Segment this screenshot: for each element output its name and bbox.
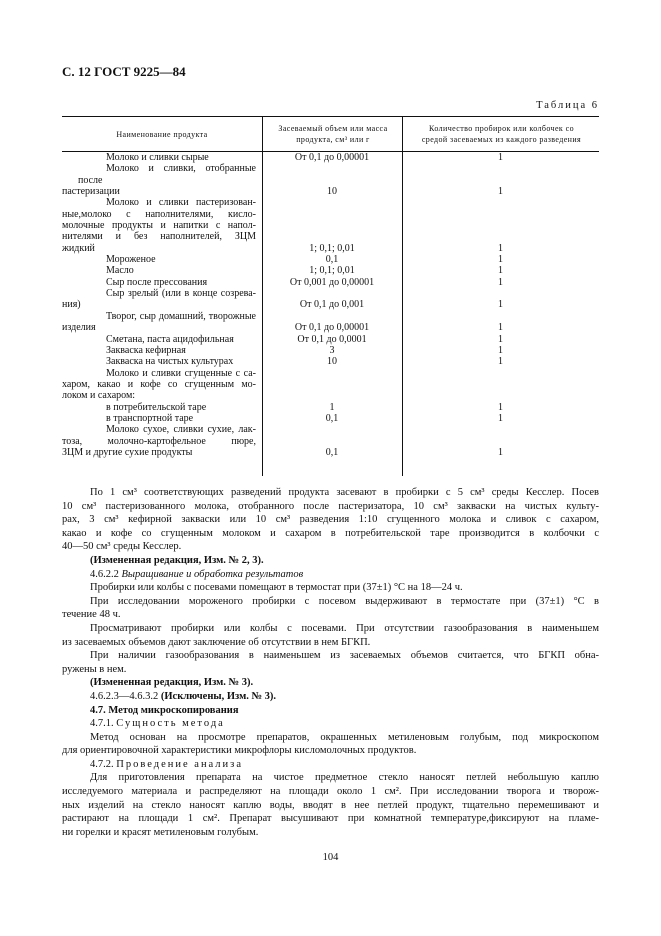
product-name-line: в потребительской таре	[106, 401, 207, 413]
body-line	[62, 812, 599, 826]
product-name-line: ЗЦМ и другие сухие продукты	[62, 446, 193, 458]
body-line	[62, 799, 599, 813]
body-line	[62, 731, 599, 745]
body-line	[62, 527, 599, 541]
tube-count-cell: 1	[498, 322, 503, 334]
table-row	[62, 197, 599, 254]
product-name-line: Закваска кефирная	[106, 344, 186, 356]
body-line	[62, 771, 599, 785]
volume-cell: От 0,1 до 0,0001	[297, 333, 367, 345]
volume-cell: 10	[327, 356, 337, 368]
product-name-cell	[62, 197, 262, 254]
product-name-line: Сыр зрелый (или в конце созрева-	[106, 288, 256, 300]
text-run: При исследовании мороженого пробирки с посевом выдерживают в термостате при (37±1) °С в	[90, 595, 599, 607]
product-name-line: Сметана, паста ацидофильная	[106, 333, 234, 345]
volume-cell: 1; 0,1; 0,01	[309, 265, 355, 277]
header-tube-count: Количество пробирок или колбочек со средой засеваемых из каждого разведения	[402, 117, 600, 151]
text-run: 4.7.2.	[90, 758, 117, 770]
body-line	[62, 581, 599, 595]
text-run: При наличии газообразования в наименьшем из засеваемых объемов считается, что БГКП обна-	[90, 650, 599, 662]
tube-count-cell: 1	[498, 333, 503, 345]
product-name-line: Молоко и сливки сгущенные с са-	[106, 367, 256, 379]
text-run: течение 48 ч.	[62, 609, 121, 621]
product-name-line: Молоко сухое, сливки сухие, лак-	[106, 424, 256, 436]
product-name-cell	[62, 345, 262, 356]
body-text	[62, 486, 599, 839]
volume-cell: 3	[329, 344, 335, 356]
text-run: Проведение анализа	[116, 758, 243, 770]
product-name-cell	[62, 288, 262, 311]
text-run: По 1 см³ соответствующих разведений продукта засевают в пробирки с 5 см³ среды Кесслер. Посев	[90, 487, 599, 498]
table-label: Таблица 6	[536, 100, 599, 111]
product-name-line: Молоко и сливки пастеризован-	[106, 197, 256, 209]
table-row	[62, 163, 599, 197]
body-line	[62, 676, 599, 690]
product-name-cell	[62, 265, 262, 276]
body-line	[62, 744, 599, 758]
product-name-cell	[62, 254, 262, 265]
volume-cell: От 0,1 до 0,00001	[294, 152, 370, 163]
volume-cell	[262, 368, 402, 402]
text-run: (Измененная редакция, Изм. № 3).	[90, 677, 254, 689]
table-row	[62, 288, 599, 311]
text-run: из засеваемых объемов дают заключение об отсутствии в нем БГКП.	[62, 636, 371, 648]
volume-cell: 1; 0,1; 0,01	[309, 242, 355, 254]
tube-count-cell: 1	[498, 412, 503, 424]
body-line	[62, 826, 599, 840]
product-name-cell	[62, 163, 262, 197]
volume-cell: 10	[327, 186, 337, 198]
text-run: (Исключены, Изм. № 3).	[160, 690, 277, 702]
table-row	[62, 368, 599, 402]
product-name-line: ния)	[62, 299, 81, 311]
product-name-cell	[62, 334, 262, 345]
volume-cell: 0,1	[325, 254, 339, 266]
volume-cell: 0,1	[325, 412, 339, 424]
text-run: Пробирки или колбы с посевами помещают в термостат при (37±1) °С на 18—24 ч.	[90, 582, 463, 594]
text-run: ружены в нем.	[62, 663, 127, 675]
text-run: ных изделий на стекло наносят каплю воды, вводят в нее петлей продукт, тщательно перемешивают и	[62, 799, 599, 811]
product-name-line: локом и сахаром:	[62, 390, 136, 402]
product-name-line: Закваска на чистых культурах	[106, 356, 234, 368]
body-line	[62, 540, 599, 554]
body-line	[62, 568, 599, 582]
table-row	[62, 334, 599, 345]
product-name-line: нителями и без наполнителей, ЗЦМ	[62, 231, 256, 243]
product-name-cell	[62, 356, 262, 367]
table-body	[62, 152, 599, 476]
product-name-line: в транспортной таре	[106, 412, 194, 424]
product-name-cell	[62, 311, 262, 334]
product-name-cell	[62, 152, 262, 163]
body-line	[62, 704, 599, 718]
product-name-cell	[62, 413, 262, 424]
tube-count-cell: 1	[498, 446, 503, 458]
tube-count-cell: 1	[498, 152, 503, 163]
product-name-line: жидкий	[62, 242, 95, 254]
table-row	[62, 311, 599, 334]
text-run: для ориентировочной характеристики микрофлоры кисломолочных продуктов.	[62, 745, 417, 757]
product-name-line: Мороженое	[106, 254, 156, 266]
body-line	[62, 758, 599, 772]
product-name-line: Масло	[106, 265, 134, 277]
table-6	[62, 116, 599, 476]
tube-count-cell: 1	[498, 186, 503, 198]
product-name-line: Сыр после прессования	[106, 276, 208, 288]
text-run: Сущность метода	[116, 718, 225, 730]
tube-count-cell: 1	[498, 276, 503, 288]
body-line	[62, 649, 599, 663]
body-line	[62, 636, 599, 650]
volume-cell: От 0,1 до 0,001	[299, 299, 365, 311]
product-name-cell	[62, 424, 262, 458]
product-name-cell	[62, 402, 262, 413]
table-row	[62, 254, 599, 265]
tube-count-cell: 1	[498, 242, 503, 254]
tube-count-cell: 1	[498, 254, 503, 266]
body-line	[62, 486, 599, 500]
text-run: растирают на площади 1 см². Препарат высушивают при комнатной температуре,фиксируют на пламе-	[62, 813, 599, 825]
tube-count-cell: 1	[498, 344, 503, 356]
header-product-name: Наименование продукта	[116, 129, 208, 139]
text-run: Выращивание и обработка результатов	[121, 568, 304, 580]
text-run: 10 см³ пастеризованного молока, отобранного после пастеризатора, 10 см³ закваски на чистых культу-	[62, 500, 599, 512]
table-row	[62, 413, 599, 424]
body-line	[62, 608, 599, 622]
text-run: какао и кофе со сгущенным молоком и сахаром в потребительской таре производится в колбочки с	[62, 527, 599, 539]
text-run: Для приготовления препарата на чистое предметное стекло наносят петлей небольшую каплю	[90, 772, 599, 784]
tube-count-cell	[402, 368, 599, 402]
text-run: 4.6.2.2	[90, 568, 122, 580]
body-line	[62, 554, 599, 568]
text-run: Метод основан на просмотре препаратов, окрашенных метиленовым голубым, под микроскопом	[90, 731, 599, 743]
table-row	[62, 424, 599, 458]
tube-count-cell: 1	[498, 401, 503, 413]
text-run: ни горелки и красят метиленовым голубым.	[62, 826, 259, 838]
body-line	[62, 500, 599, 514]
text-run: 4.7. Метод микроскопирования	[90, 704, 239, 716]
table-row	[62, 152, 599, 163]
text-run: 4.6.2.3—4.6.3.2	[90, 690, 161, 702]
text-run: рах, 3 см³ кефирной закваски или 10 см³ разведения 1:10 сгущенного молока и сливок с сахаром,	[62, 514, 599, 526]
volume-cell: 1	[329, 401, 335, 413]
body-line	[62, 513, 599, 527]
page-header: С. 12 ГОСТ 9225—84	[62, 64, 186, 79]
table-header	[62, 116, 599, 152]
body-line	[62, 717, 599, 731]
text-run: (Измененная редакция, Изм. № 2, 3).	[90, 554, 264, 566]
product-name-line: молочные продукты и напитки с напол-	[62, 220, 256, 232]
body-line	[62, 785, 599, 799]
table-row	[62, 402, 599, 413]
tube-count-cell: 1	[498, 265, 503, 277]
body-line	[62, 595, 599, 609]
body-line	[62, 622, 599, 636]
tube-count-cell: 1	[498, 356, 503, 368]
volume-cell: 0,1	[325, 446, 339, 458]
header-volume: Засеваемый объем или масса продукта, см³ или г	[262, 117, 403, 151]
body-line	[62, 663, 599, 677]
page-number: 104	[322, 852, 339, 863]
volume-cell: От 0,1 до 0,00001	[294, 322, 370, 334]
product-name-line: Молоко и сливки, отобранные после	[78, 163, 256, 186]
table-row	[62, 277, 599, 288]
product-name-line: харом, какао и кофе со сгущенным мо-	[62, 378, 256, 390]
product-name-cell	[62, 368, 262, 402]
text-run: 4.7.1.	[90, 718, 117, 730]
product-name-line: изделия	[62, 322, 96, 334]
text-run: Просматривают пробирки или колбы с посевами. При отсутствии газообразования в наименьшем	[90, 622, 599, 634]
text-run: 40—50 см³ среды Кесслер.	[62, 541, 182, 553]
product-name-line: Молоко и сливки сырые	[106, 152, 209, 163]
table-row	[62, 345, 599, 356]
text-run: исследуемого материала и распределяют на площади около 1 см². При исследовании творога и творож-	[62, 786, 599, 798]
product-name-line: тоза, молочно-картофельное пюре,	[62, 435, 256, 447]
product-name-line: пастеризации	[62, 186, 120, 198]
table-row	[62, 356, 599, 367]
product-name-line: ные,молоко с наполнителями, кисло-	[62, 208, 256, 220]
product-name-cell	[62, 277, 262, 288]
tube-count-cell: 1	[498, 299, 503, 311]
product-name-line: Творог, сыр домашний, творожные	[106, 310, 256, 322]
table-row	[62, 265, 599, 276]
body-line	[62, 690, 599, 704]
volume-cell: От 0,001 до 0,00001	[289, 276, 375, 288]
